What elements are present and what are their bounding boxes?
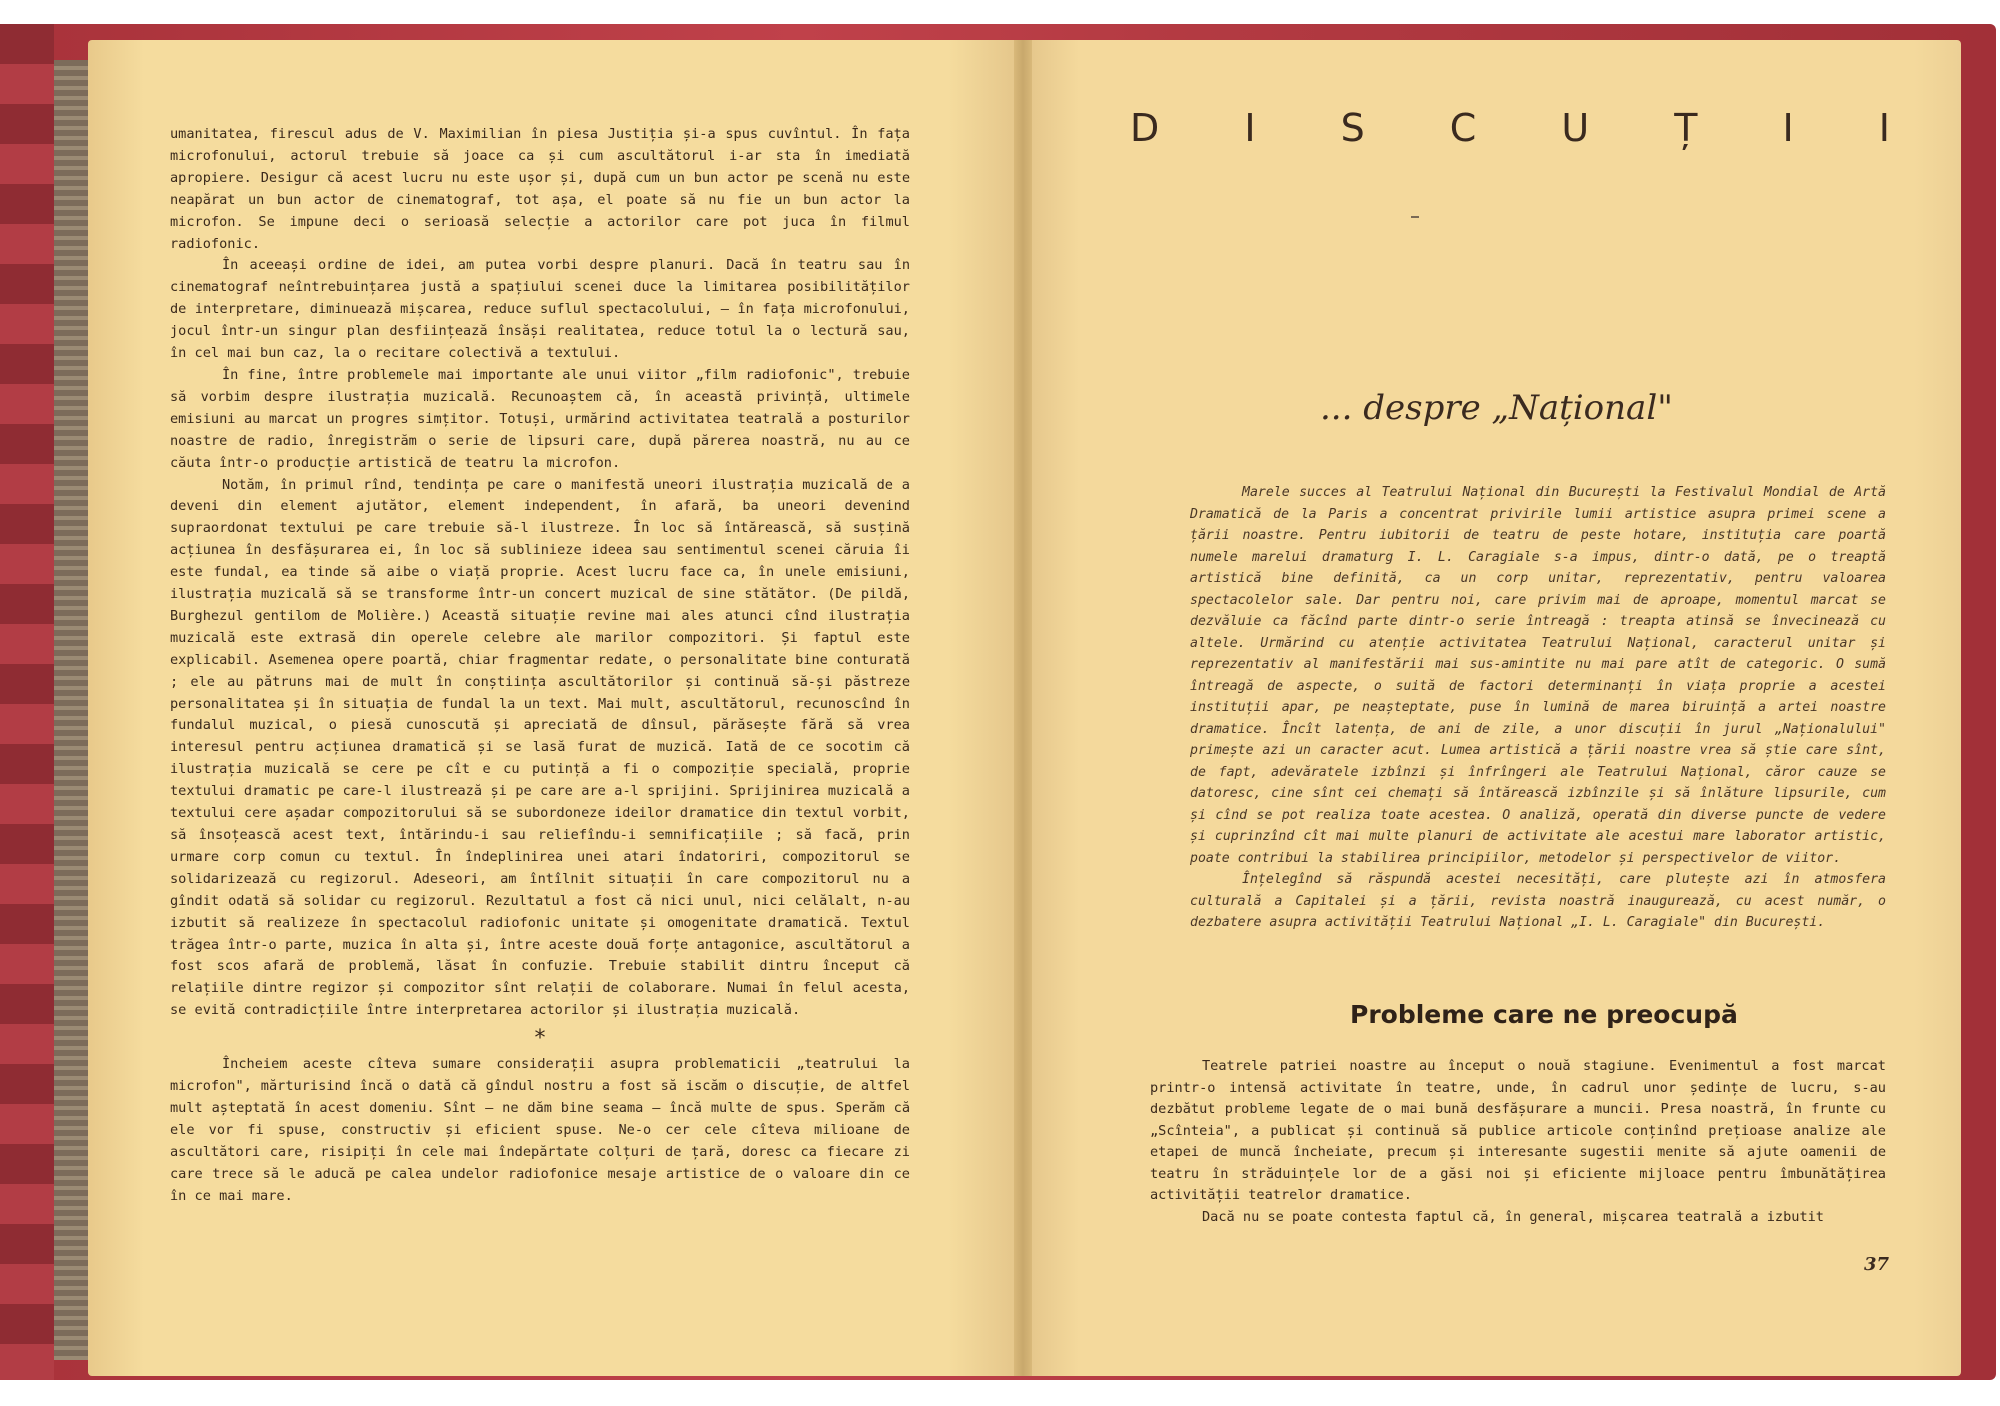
title-letter: I: [1782, 106, 1794, 150]
title-letter: U: [1561, 106, 1590, 150]
left-page-text: [170, 124, 910, 1207]
closing-paragraph: Încheiem aceste cîteva sumare considerații asupra problematicii „teatrului la microfon", mărturisind încă o dată că gîndul nostru a fost să iscăm o discuție, de altfel mult așteptată în acest domeniu. Sînt — ne dăm bine seama — încă multe de spus. Sperăm că ele vor fi spuse, constructiv și eficient spuse. Ne-o cer cele cîteva milioane de ascultători care, risipiți în cele mai îndepărtate colțuri de țară, doresc ca fiecare zi care trece să le aducă pe calea undelor radiofonice mesaje artistice de o valoare din ce în ce mai mare.: [170, 1056, 910, 1204]
title-letter: C: [1449, 106, 1477, 150]
cover-edge: [0, 24, 54, 1380]
paragraph: Dacă nu se poate contesta faptul că, în general, mișcarea teatrală a izbutit: [1202, 1208, 1824, 1225]
page-edges: [54, 60, 88, 1360]
paragraph: umanitatea, firescul adus de V. Maximilian în piesa Justiția și-a spus cuvîntul. În fața microfonului, actorul trebuie să joace ca și cum ascultătorul i-ar sta în imediată apropiere. Desigur că acest lucru nu este ușor și, după cum un bun actor pe scenă nu este neapărat un bun actor de cinematograf, tot așa, el poate să nu fie un bun actor la microfon. Se impune deci o serioasă selecție a actorilor care pot juca în filmul radiofonic.: [170, 126, 910, 252]
title-letter: Ț: [1674, 106, 1698, 150]
title-letter: D: [1130, 106, 1160, 150]
decorative-dash: [1411, 216, 1419, 218]
paragraph: Marele succes al Teatrului Național din București la Festivalul Mondial de Artă Dramatică de la Paris a concentrat privirile lumii artistice asupra primei scene a țării noastre. Pentru iubitorii de teatru de peste hotare, instituția care poartă numele marelui dramaturg I. L. Caragiale s-a impus, dintr-o dată, pe o treaptă artistică bine definită, ca un corp unitar, reprezentativ, pentru valoarea spectacolelor sale. Dar pentru noi, care privim mai de aproape, momentul marcat se dezvăluie ca făcînd parte dintr-o serie întreagă : treapta atinsă se învecinează cu altele. Urmărind cu atenție activitatea Teatrului Național, caracterul unitar și reprezentativ al manifestării mai sus-amintite nu mai pare atît de categoric. O sumă întreagă de aspecte, o suită de factori determinanți în viața proprie a acestei instituții apar, pe neașteptate, puse în lumină de marea biruință a artei noastre dramatice. Încît latența, de ani de zile, a unor discuții în jurul „Naționalului" primește azi un caracter acut. Lumea artistică a țării noastre vrea să știe care sînt, de fapt, adevăratele izbînzi și înfrîngeri ale Teatrului Național, căror cauze se datoresc, cine sînt cei chemați să întărească izbînzile și să înlăture lipsurile, cum și cînd se pot realiza toate acestea. O analiză, operată din diverse puncte de vedere și cuprinzînd cît mai multe planuri de activitate ale acestui mare laborator artistic, poate contribui la stabilirea principiilor, metodelor și perspectivelor de viitor.: [1190, 485, 1886, 866]
paragraph: Notăm, în primul rînd, tendința pe care o manifestă uneori ilustrația muzicală de a deveni din element ajutător, element independent, în afară, ba uneori devenind supraordonat textului pe care trebuie să-l ilustreze. În loc să întărească, să susțină acțiunea în desfășurarea ei, în loc să sublinieze ideea sau sentimentul scenei căruia îi este fundal, ea tinde să aibe o viață proprie. Acest lucru face ca, în unele emisiuni, ilustrația muzicală să se transforme într-un concert muzical de sine stătător. (De pildă, Burghezul gentilom de Molière.) Această situație revine mai ales atunci cînd ilustrația muzicală este extrasă din operele celebre ale marilor compozitori. Și faptul este explicabil. Asemenea opere poartă, chiar fragmentar redate, o personalitate bine conturată ; ele au pătruns mai de mult în conștiința ascultătorilor și continuă să-și păstreze personalitatea și în situația de fundal la un text. Mai mult, ascultătorul, recunoscînd în fundalul muzical, o piesă cunoscută și apreciată de dînsul, părăsește fără să vrea interesul pentru acțiunea dramatică și se lasă furat de muzică. Iată de ce socotim că ilustrația muzicală se cere pe cît e cu putință a fi o compoziție specială, proprie textului dramatic pe care-l ilustrează și pe care are a-l sprijini. Sprijinirea muzicală a textului cere așadar compozitorului să se subordoneze ideilor dramatice din textul vorbit, să însoțească acest text, întărindu-i sau reliefîndu-i semnificațiile ; să facă, prin urmare corp comun cu textul. În îndeplinirea unei atari îndatoriri, compozitorul se solidarizează cu regizorul. Adeseori, am întîlnit situații în care compozitorul nu a gîndit odată să solidar cu regizorul. Rezultatul a fost că nici unul, nici celălalt, n-au izbutit să realizeze în spectacolul radiofonic unitate și omogenitate dramatică. Textul trăgea într-o parte, muzica în alta și, între aceste două forțe antagonice, ascultătorul a fost scos afară de problemă, lăsat în confuzie. Trebuie stabilit dintru început că relațiile dintre regizor și compozitor sînt relații de colaborare. Numai în felul acesta, se evită contradicțiile între interpretarea actorilor și ilustrația muzicală.: [170, 476, 910, 1019]
right-page-text: [1150, 1056, 1886, 1228]
book-gutter: [1014, 40, 1032, 1376]
paragraph: În fine, între problemele mai importante ale unui viitor „film radiofonic", trebuie să vorbim despre ilustrația muzicală. Recunoaștem că, în această privință, ultimele emisiuni au marcat un progres simțitor. Totuși, urmărind activitatea teatrală a posturilor noastre de radio, înregistrăm o serie de lipsuri care, după părerea noastră, nu au ce căuta într-o producție artistică de teatru la microfon.: [170, 366, 910, 471]
title-letter: S: [1340, 106, 1365, 150]
section-separator: *: [534, 1026, 546, 1052]
page-number: 37: [1864, 1254, 1890, 1275]
paragraph: Înțelegînd să răspundă acestei necesități, care plutește azi în atmosfera culturală a Capitalei și a țării, revista noastră inaugurează, cu acest număr, o dezbatere asupra activității Teatrului Național „I. L. Caragiale" din București.: [1190, 872, 1886, 930]
article-intro: [1190, 482, 1886, 934]
section-title: [1130, 106, 1890, 150]
title-letter: I: [1878, 106, 1890, 150]
paragraph: În aceeași ordine de idei, am putea vorbi despre planuri. Dacă în teatru sau în cinematograf neîntrebuințarea justă a spațiului scenei duce la limitarea posibilităților de interpretare, diminuează mișcarea, reduce suflul spectacolului, — în fața microfonului, jocul într-un singur plan desființează însăși realitatea, reduce totul la o lectură sau, în cel mai bun caz, la o recitare colectivă a textului.: [170, 257, 910, 362]
section-heading: Probleme care ne preocupă: [1350, 1000, 1738, 1029]
article-subtitle: ... despre „Național": [1320, 388, 1673, 428]
paragraph: Teatrele patriei noastre au început o nouă stagiune. Evenimentul a fost marcat printr-o intensă activitate în teatre, unde, în cadrul unor ședințe de lucru, s-au dezbătut probleme legate de o mai bună desfășurare a muncii. Presa noastră, în frunte cu „Scînteia", a publicat și continuă să publice articole conținînd prețioase analize ale etapei de muncă încheiate, precum și interesante sugestii menite să ajute oamenii de teatru în străduințele lor de a găsi noi și eficiente mijloace pentru îmbunătățirea activității teatrelor dramatice.: [1150, 1058, 1886, 1203]
title-letter: I: [1244, 106, 1256, 150]
